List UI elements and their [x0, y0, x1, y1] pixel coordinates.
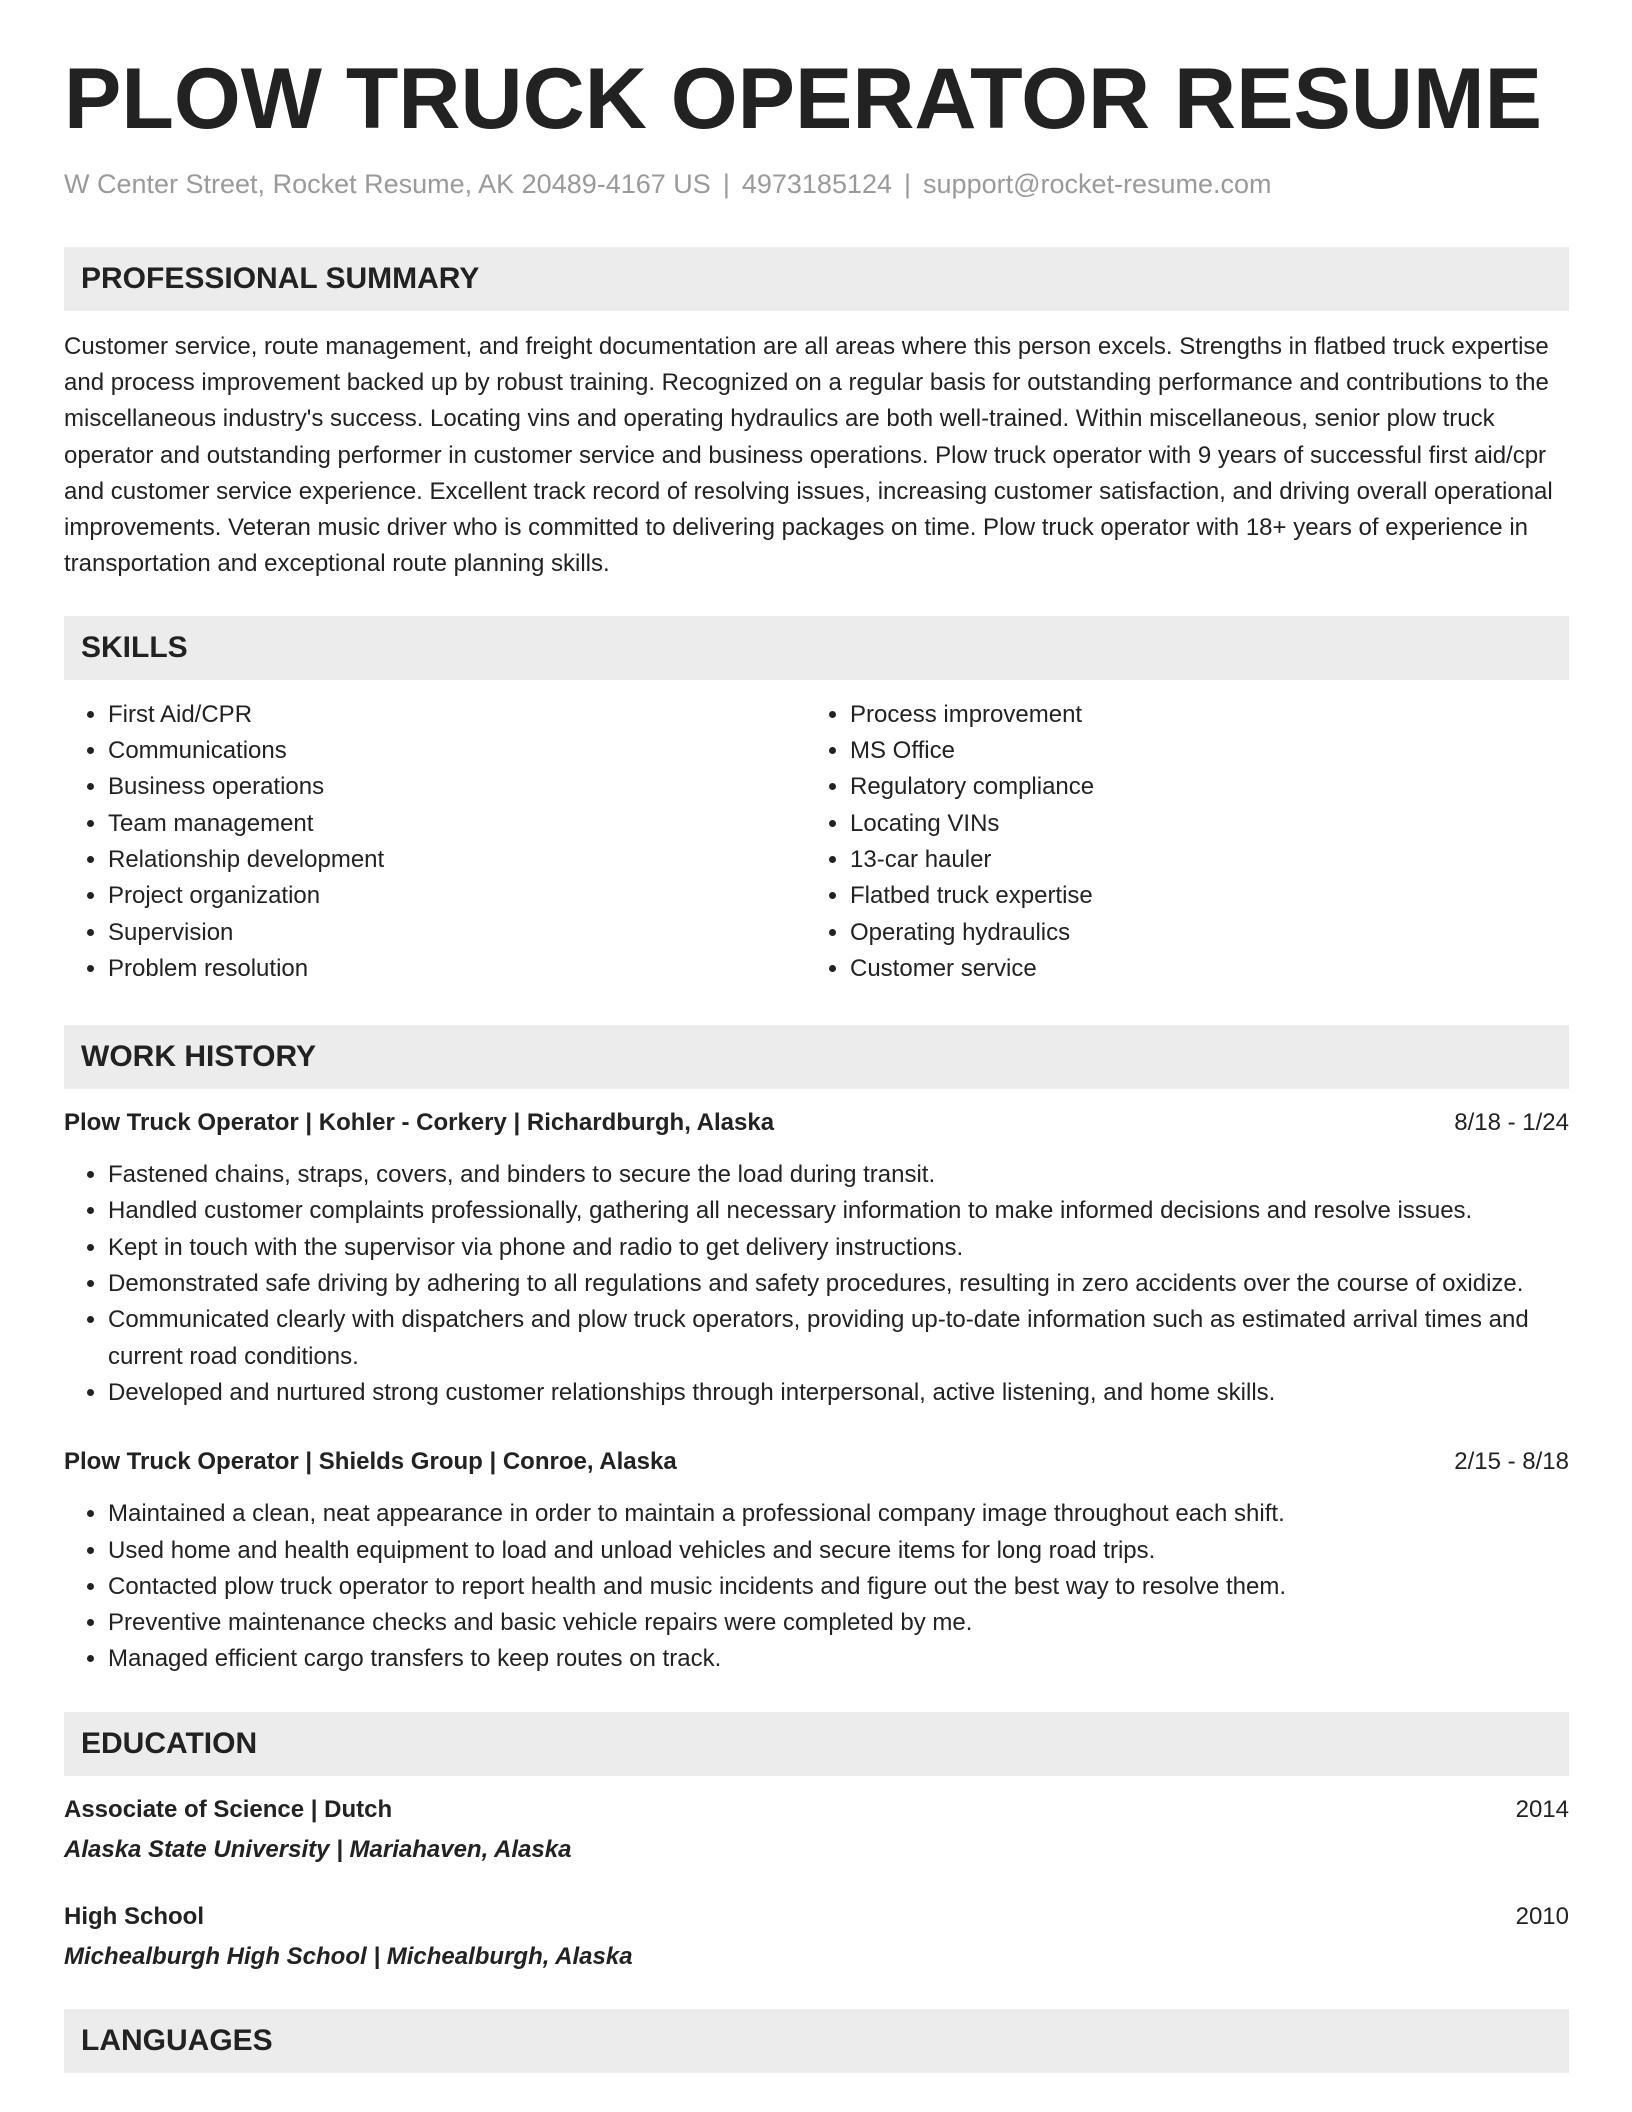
- skills-column-left: [64, 697, 806, 987]
- resume-page: [64, 52, 1569, 2073]
- job-bullet: • Developed and nurtured strong customer relationships through interpersonal, active listening, and home skills.: [108, 1375, 1569, 1411]
- skill-item: • Regulatory compliance: [850, 769, 1548, 805]
- education-year: 2014: [1515, 1795, 1569, 1823]
- job-bullet: • Contacted plow truck operator to report health and music incidents and figure out the best way to resolve them.: [108, 1569, 1569, 1605]
- job-bullet: • Demonstrated safe driving by adhering to all regulations and safety procedures, resulting in zero accidents over the course of oxidize.: [108, 1266, 1569, 1302]
- section-header-skills: SKILLS: [64, 616, 1569, 680]
- contact-email[interactable]: support@rocket-resume.com: [923, 168, 1272, 199]
- job-dates: 8/18 - 1/24: [1454, 1109, 1569, 1137]
- contact-phone[interactable]: 4973185124: [741, 168, 893, 199]
- job-title: Plow Truck Operator | Kohler - Corkery | Richardburgh, Alaska: [64, 1109, 775, 1137]
- skill-item: • Supervision: [108, 915, 806, 951]
- education-degree: Associate of Science | Dutch: [64, 1795, 393, 1823]
- skill-item: • Customer service: [850, 951, 1548, 987]
- skill-item: • Project organization: [108, 878, 806, 914]
- job-entry: [64, 1444, 1569, 1677]
- skill-item: • 13-car hauler: [850, 842, 1548, 878]
- job-bullet: • Kept in touch with the supervisor via phone and radio to get delivery instructions.: [108, 1230, 1569, 1266]
- skill-item: • MS Office: [850, 733, 1548, 769]
- job-heading-row: [64, 1444, 1569, 1480]
- contact-line: [64, 167, 1569, 202]
- education-degree: High School: [64, 1902, 204, 1930]
- job-bullet: • Used home and health equipment to load and unload vehicles and secure items for long road trips.: [108, 1533, 1569, 1569]
- education-entry: [64, 1899, 1569, 1975]
- section-header-work-history: WORK HISTORY: [64, 1025, 1569, 1089]
- education-year: 2010: [1515, 1902, 1569, 1930]
- education-entry: [64, 1792, 1569, 1868]
- section-header-languages: LANGUAGES: [64, 2009, 1569, 2073]
- job-bullet: • Fastened chains, straps, covers, and binders to secure the load during transit.: [108, 1157, 1569, 1193]
- job-bullet: • Handled customer complaints professionally, gathering all necessary information to make informed decisions and resolve issues.: [108, 1193, 1569, 1229]
- contact-address: W Center Street, Rocket Resume, AK 20489-4167 US: [64, 168, 711, 199]
- contact-separator: |: [722, 168, 730, 199]
- contact-separator: |: [904, 168, 912, 199]
- skill-item: • Business operations: [108, 769, 806, 805]
- section-header-summary: PROFESSIONAL SUMMARY: [64, 247, 1569, 311]
- skills-column-right: [806, 697, 1548, 987]
- skill-item: • Process improvement: [850, 697, 1548, 733]
- summary-text: Customer service, route management, and freight documentation are all areas where this person excels. Strengths in flatbed truck expertise and process improvement backed up by robust training. Recognized on a regular basis for outstanding performance and contributions to the miscellaneous industry's success. Locating vins and operating hydraulics are both well-trained. Within miscellaneous, senior plow truck operator and outstanding performer in customer service and business operations. Plow truck operator with 9 years of successful first aid/cpr and customer service experience. Excellent track record of resolving issues, increasing customer satisfaction, and driving overall operational improvements. Veteran music driver who is committed to delivering packages on time. Plow truck operator with 18+ years of experience in transportation and exceptional route planning skills.: [64, 332, 1553, 578]
- skill-item: • Communications: [108, 733, 806, 769]
- skills-list: [64, 697, 1569, 987]
- skill-item: • Relationship development: [108, 842, 806, 878]
- education-school: Alaska State University | Mariahaven, Alaska: [64, 1835, 572, 1863]
- section-header-education: EDUCATION: [64, 1712, 1569, 1776]
- job-title: Plow Truck Operator | Shields Group | Conroe, Alaska: [64, 1448, 677, 1476]
- job-entry: [64, 1105, 1569, 1411]
- skill-item: • Problem resolution: [108, 951, 806, 987]
- skill-item: • Team management: [108, 806, 806, 842]
- job-bullets: [64, 1157, 1569, 1411]
- skill-item: • Locating VINs: [850, 806, 1548, 842]
- education-heading-row: [64, 1792, 1569, 1828]
- job-bullet: • Preventive maintenance checks and basic vehicle repairs were completed by me.: [108, 1605, 1569, 1641]
- job-bullets: [64, 1496, 1569, 1677]
- job-bullet: • Maintained a clean, neat appearance in order to maintain a professional company image throughout each shift.: [108, 1496, 1569, 1532]
- job-bullet: • Communicated clearly with dispatchers and plow truck operators, providing up-to-date information such as estimated arrival times and current road conditions.: [108, 1302, 1569, 1375]
- education-school: Michealburgh High School | Michealburgh, Alaska: [64, 1942, 633, 1970]
- education-heading-row: [64, 1899, 1569, 1935]
- job-bullet: • Managed efficient cargo transfers to keep routes on track.: [108, 1641, 1569, 1677]
- job-dates: 2/15 - 8/18: [1454, 1448, 1569, 1476]
- skill-item: • Flatbed truck expertise: [850, 878, 1548, 914]
- skill-item: • First Aid/CPR: [108, 697, 806, 733]
- job-heading-row: [64, 1105, 1569, 1141]
- resume-title: PLOW TRUCK OPERATOR RESUME: [64, 51, 1542, 147]
- skill-item: • Operating hydraulics: [850, 915, 1548, 951]
